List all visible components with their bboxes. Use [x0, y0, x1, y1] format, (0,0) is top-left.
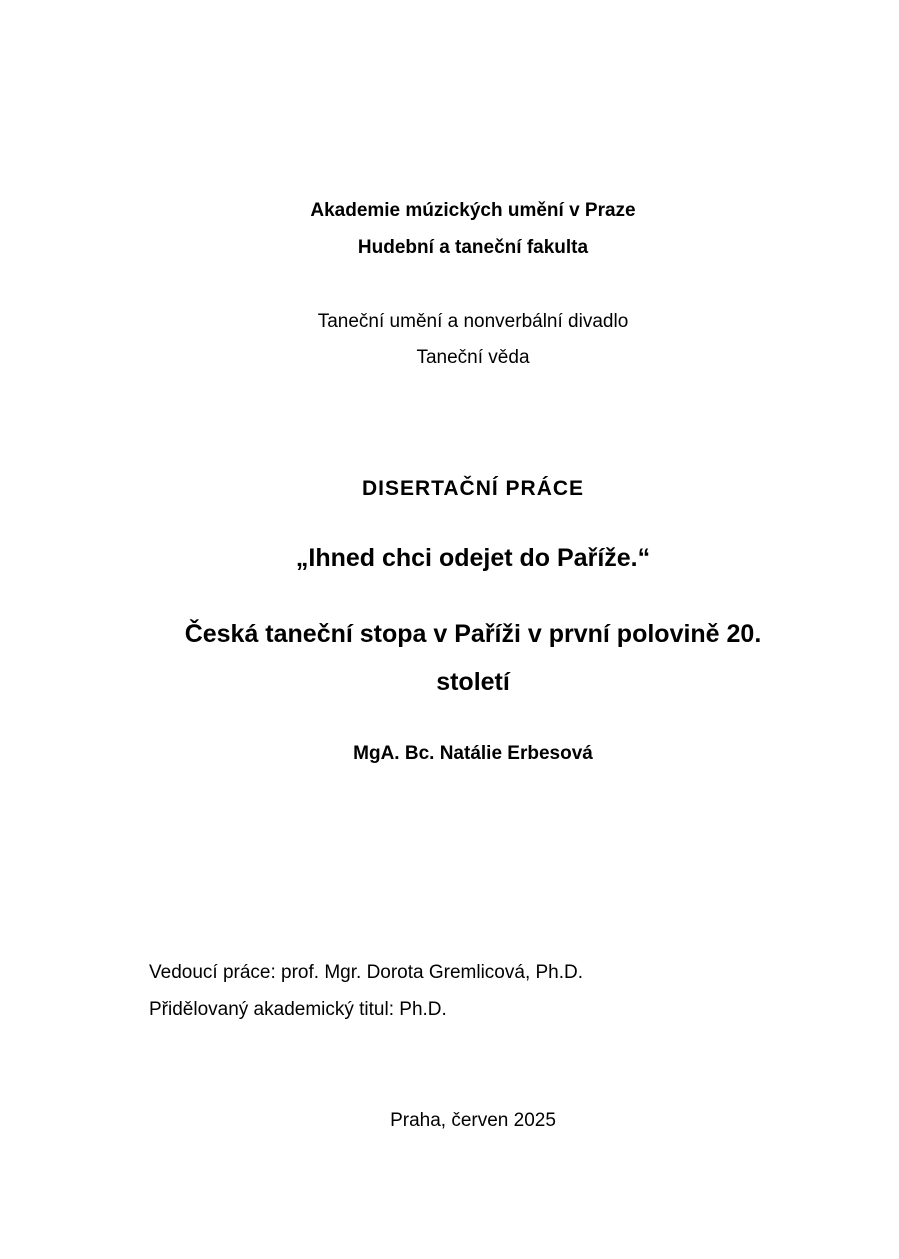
thesis-title-line-2: století: [436, 668, 510, 696]
author-name: MgA. Bc. Natálie Erbesová: [353, 743, 593, 764]
study-programme: Taneční umění a nonverbální divadlo: [317, 311, 629, 332]
supervisor-line: Vedoucí práce: prof. Mgr. Dorota Gremlicová, Ph.D.: [149, 962, 584, 983]
degree-line: Přidělovaný akademický titul: Ph.D.: [149, 999, 447, 1020]
thesis-title-line-1: Česká taneční stopa v Paříži v první polovině 20.: [184, 620, 762, 648]
study-field: Taneční věda: [416, 347, 530, 368]
faculty-name: Hudební a taneční fakulta: [357, 237, 589, 258]
thesis-title-quote: „Ihned chci odejet do Paříže.“: [295, 544, 651, 572]
thesis-type: DISERTAČNÍ PRÁCE: [361, 477, 585, 500]
place-date: Praha, červen 2025: [390, 1110, 556, 1131]
academy-name: Akademie múzických umění v Praze: [310, 200, 636, 221]
